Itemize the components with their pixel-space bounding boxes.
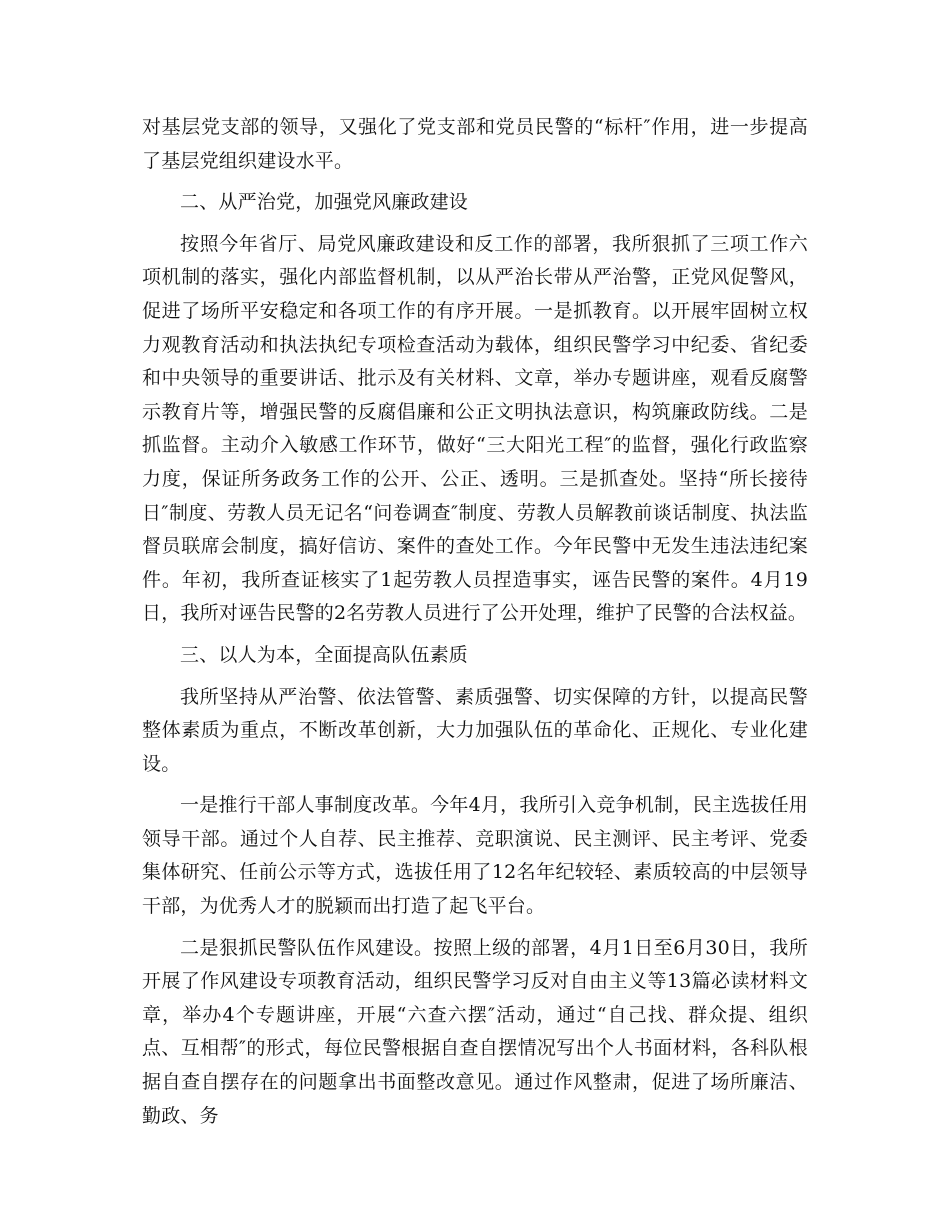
section-heading-2: 二、从严治党，加强党风廉政建设 <box>180 191 469 214</box>
paragraph-6: 一是推行干部人事制度改革。今年4月，我所引入竞争机制，民主选拔任用领导干部。通过个人自荐、民主推荐、竞职演说、民主测评、民主考评、党委集体研究、任前公示等方式，选拔任用了12名年纪较轻、素质较高的中层领导干部，为优秀人才的脱颖而出打造了起飞平台。 <box>142 794 808 918</box>
paragraph-1: 对基层党支部的领导，又强化了党支部和党员民警的“标杆″作用，进一步提高了基层党组织建设水平。 <box>142 116 808 172</box>
document-body <box>142 111 808 1141</box>
section-heading-4: 三、以人为本，全面提高队伍素质 <box>180 643 469 666</box>
paragraph-3: 按照今年省厅、局党风廉政建设和反工作的部署，我所狠抓了三项工作六项机制的落实，强化内部监督机制，以从严治长带从严治警，正党风促警风，促进了场所平安稳定和各项工作的有序开展。一是抓教育。以开展牢固树立权力观教育活动和执法执纪专项检查活动为载体，组织民警学习中纪委、省纪委和中央领导的重要讲话、批示及有关材料、文章，举办专题讲座，观看反腐警示教育片等，增强民警的反腐倡廉和公正文明执法意识，构筑廉政防线。二是抓监督。主动介入敏感工作环节，做好“三大阳光工程″的监督，强化行政监察力度，保证所务政务工作的公开、公正、透明。三是抓查处。坚持“所长接待日″制度、劳教人员无记名“问卷调查″制度、劳教人员解教前谈话制度、执法监督员联席会制度，搞好信访、案件的查处工作。今年民警中无发生违法违纪案件。年初，我所查证核实了1起劳教人员捏造事实，诬告民警的案件。4月19日，我所对诬告民警的2名劳教人员进行了公开处理，维护了民警的合法权益。 <box>142 232 808 625</box>
paragraph-5: 我所坚持从严治警、依法管警、素质强警、切实保障的方针，以提高民警整体素质为重点，不断改革创新，大力加强队伍的革命化、正规化、专业化建设。 <box>142 685 808 775</box>
paragraph-7: 二是狠抓民警队伍作风建设。按照上级的部署，4月1日至6月30日，我所开展了作风建设专项教育活动，组织民警学习反对自由主义等13篇必读材料文章，举办4个专题讲座，开展“六查六摆″活动，通过“自己找、群众提、组织点、互相帮″的形式，每位民警根据自查自摆情况写出个人书面材料，各科队根据自查自摆存在的问题拿出书面整改意见。通过作风整肃，促进了场所廉洁、勤政、务 <box>142 936 808 1127</box>
